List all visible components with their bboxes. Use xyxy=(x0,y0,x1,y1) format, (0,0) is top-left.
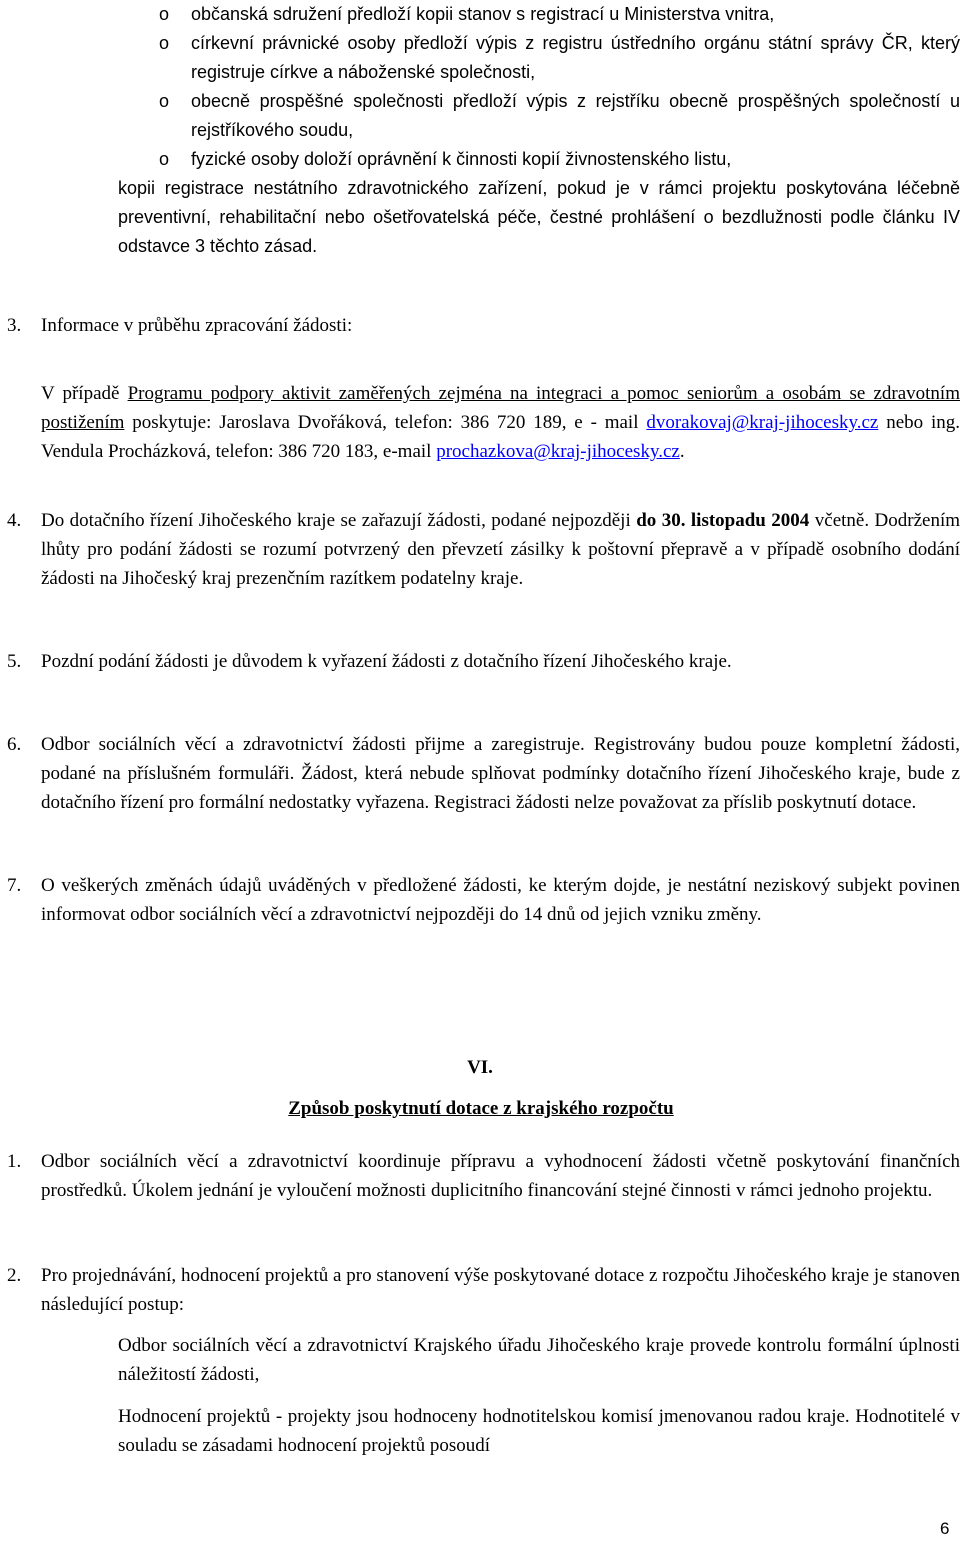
section-item-2-row xyxy=(0,1261,960,1319)
email-link-prochazkova[interactable]: prochazkova@kraj-jihocesky.cz xyxy=(436,441,680,462)
item-3 xyxy=(0,311,960,466)
list-item xyxy=(0,0,960,29)
contact-lead: V případě xyxy=(41,383,128,404)
list-item xyxy=(0,29,960,87)
email-link-dvorakova[interactable]: dvorakovaj@kraj-jihocesky.cz xyxy=(646,412,879,433)
item-5-row xyxy=(0,647,960,676)
page-number: 6 xyxy=(940,1519,950,1538)
item-text: O veškerých změnách údajů uváděných v předložené žádosti, ke kterým dojde, je nestátní neziskový subjekt povinen informovat odbor sociálních věcí a zdravotnictví nejpozději do 14 dnů od jejich vzniku změny. xyxy=(41,875,960,925)
item-number: 4. xyxy=(7,510,22,531)
item-7-row xyxy=(0,871,960,929)
item-6-row xyxy=(0,730,960,817)
program-name: Programu podpory aktivit zaměřených zejména na integraci a pomoc seniorům a osobám se zdravotním postižením xyxy=(41,383,960,433)
contact-text-2: nebo ing. Vendula Procházková, telefon: 386 720 183, e-mail xyxy=(41,412,960,462)
list-item-text: občanská sdružení předloží kopii stanov s registrací u Ministerstva vnitra, xyxy=(191,4,775,24)
item-5 xyxy=(0,647,960,676)
item-number: 1. xyxy=(7,1151,22,1172)
list-item-text: obecně prospěšné společnosti předloží výpis z rejstříku obecně prospěšných společností u rejstříkového soudu, xyxy=(191,91,960,140)
contact-text: poskytuje: Jaroslava Dvořáková, telefon: 386 720 189, e - mail xyxy=(124,412,647,433)
item-number: 3. xyxy=(7,315,22,336)
section-item-1 xyxy=(0,1147,960,1205)
item-number: 7. xyxy=(7,875,22,896)
item-number: 6. xyxy=(7,734,22,755)
item-6 xyxy=(0,730,960,817)
bullet-marker: o xyxy=(159,149,170,169)
bullet-marker: o xyxy=(159,4,170,24)
procedure-step-1: Odbor sociálních věcí a zdravotnictví Krajského úřadu Jihočeského kraje provede kontrolu formální úplnosti náležitostí žádosti, xyxy=(118,1335,960,1385)
section-item-2 xyxy=(0,1261,960,1319)
item-heading: Informace v průběhu zpracování žádosti: xyxy=(41,315,353,336)
item-3-heading-row xyxy=(0,311,960,340)
bullet-marker: o xyxy=(159,91,170,111)
continuation-text: kopii registrace nestátního zdravotnického zařízení, pokud je v rámci projektu poskytována léčebně preventivní, rehabilitační nebo ošetřovatelská péče, čestné prohlášení o bezdlužnosti podle článku IV odstavce 3 těchto zásad. xyxy=(118,178,960,256)
item-text: Odbor sociálních věcí a zdravotnictví koordinuje přípravu a vyhodnocení žádosti včetně poskytování finančních prostředků. Úkolem jednání je vyloučení možnosti duplicitního financování stejné činnosti v rámci jednoho projektu. xyxy=(41,1151,960,1201)
deadline-text-2: včetně. Dodržením lhůty pro podání žádosti se rozumí potvrzený den převzetí zásilky k poštovní přepravě a v případě osobního dodání žádosti na Jihočeský kraj prezenčním razítkem podatelny kraje. xyxy=(41,510,960,589)
list-item xyxy=(0,87,960,145)
requirements-list xyxy=(0,0,960,174)
item-text: Pro projednávání, hodnocení projektů a pro stanovení výše poskytované dotace z rozpočtu Jihočeského kraje je stanoven následující postup: xyxy=(41,1265,960,1315)
item-text: Pozdní podání žádosti je důvodem k vyřazení žádosti z dotačního řízení Jihočeského kraje. xyxy=(41,651,732,672)
list-item-text: fyzické osoby doloží oprávnění k činnosti kopií živnostenského listu, xyxy=(191,149,732,169)
list-item-text: církevní právnické osoby předloží výpis z registru ústředního orgánu státní správy ČR, který registruje církve a náboženské společnosti, xyxy=(191,33,960,82)
deadline-text: Do dotačního řízení Jihočeského kraje se zařazují žádosti, podané nejpozději xyxy=(41,510,637,531)
section-number: VI. xyxy=(467,1057,493,1078)
item-4 xyxy=(0,506,960,593)
item-number: 2. xyxy=(7,1265,22,1286)
item-number: 5. xyxy=(7,651,22,672)
item-7 xyxy=(0,871,960,929)
procedure-step-2: Hodnocení projektů - projekty jsou hodnoceny hodnotitelskou komisí jmenovanou radou kraje. Hodnotitelé v souladu se zásadami hodnocení projektů posoudí xyxy=(118,1406,960,1456)
section-title: Způsob poskytnutí dotace z krajského rozpočtu xyxy=(288,1098,674,1119)
item-4-text xyxy=(0,506,960,593)
contact-end: . xyxy=(679,441,685,462)
list-item xyxy=(0,145,960,174)
item-text: Odbor sociálních věcí a zdravotnictví žádosti přijme a zaregistruje. Registrovány budou pouze kompletní žádosti, podané na příslušném formuláři. Žádost, která nebude splňovat podmínky dotačního řízení Jihočeského kraje, bude z dotačního řízení pro formální nedostatky vyřazena. Registraci žádosti nelze považovat za příslib poskytnutí dotace. xyxy=(41,734,960,813)
bullet-marker: o xyxy=(159,33,170,53)
deadline-date: do 30. listopadu 2004 xyxy=(636,510,810,531)
section-item-1-row xyxy=(0,1147,960,1205)
contact-paragraph xyxy=(0,357,960,466)
